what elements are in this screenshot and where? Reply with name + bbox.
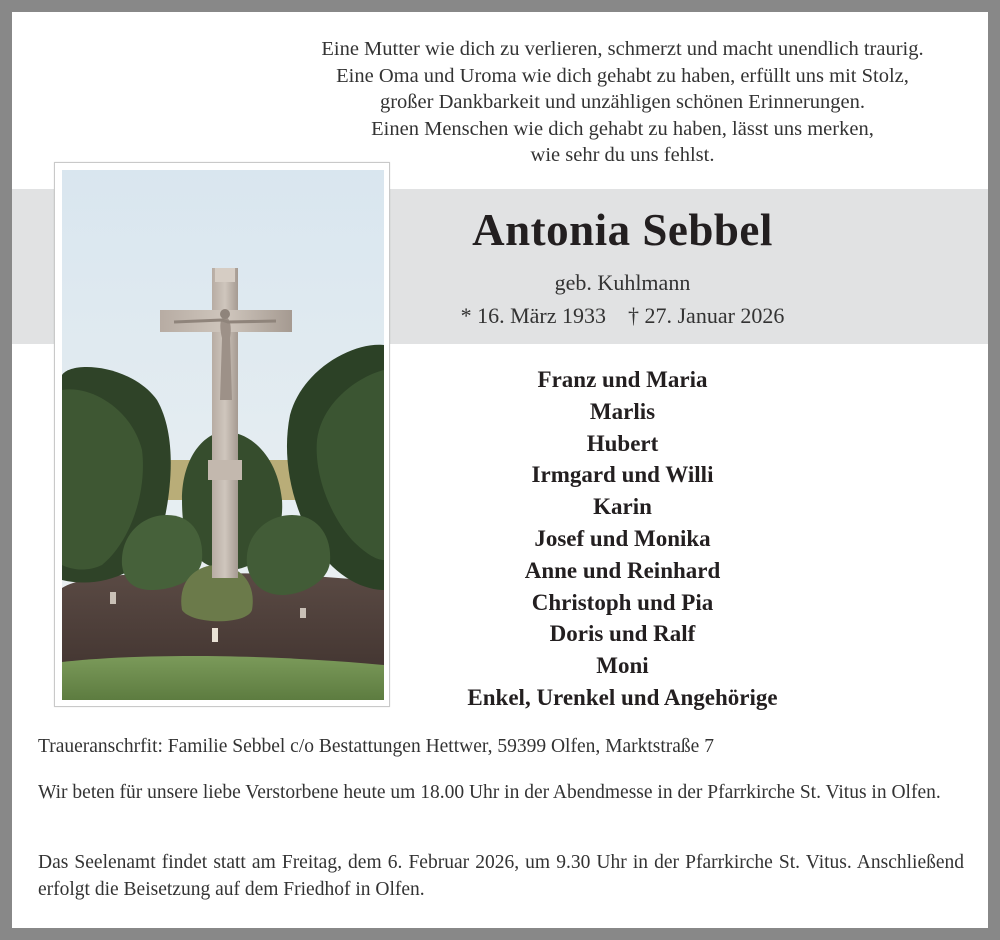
mourner-entry: Franz und Maria	[537, 367, 708, 392]
mourner-entry: Hubert	[586, 430, 659, 456]
mourner-entry: Doris und Ralf	[549, 621, 696, 647]
wayside-cross-photo	[62, 170, 384, 700]
mourner-entry: Josef und Monika	[534, 525, 711, 551]
mourner-entry: Irmgard und Willi	[531, 462, 714, 488]
maiden-name: geb. Kuhlmann	[554, 270, 691, 295]
mourner-entry: Enkel, Urenkel und Angehörige	[467, 684, 778, 710]
mourners-list	[390, 364, 855, 714]
mourner-entry: Karin	[593, 494, 652, 520]
requiem-notice: Das Seelenamt findet statt am Freitag, dem 6. Februar 2026, um 9.30 Uhr in der Pfarrkirche St. Vitus. Anschließend erfolgt die Beisetzung auf dem Friedhof in Olfen.	[38, 852, 964, 900]
quote-line: Eine Mutter wie dich zu verlieren, schmerzt und macht unendlich traurig.	[321, 38, 924, 60]
mourner-entry: Marlis	[589, 398, 656, 424]
quote-line: großer Dankbarkeit und unzähligen schönen Erinnerungen.	[379, 91, 865, 113]
quote-line: Eine Oma und Uroma wie dich gehabt zu haben, erfüllt uns mit Stolz,	[336, 64, 909, 87]
birth-date: * 16. März 1933	[460, 303, 606, 328]
quote-line: Einen Menschen wie dich gehabt zu haben, lässt uns merken,	[371, 117, 874, 140]
mourner-entry: Anne und Reinhard	[524, 557, 721, 583]
evening-mass-notice: Wir beten für unsere liebe Verstorbene heute um 18.00 Uhr in der Abendmesse in der Pfarrkirche St. Vitus in Olfen.	[38, 782, 941, 803]
quote-line: wie sehr du uns fehlst.	[530, 144, 715, 166]
mourning-address: Traueranschrfit: Familie Sebbel c/o Bestattungen Hettwer, 59399 Olfen, Marktstraße 7	[38, 736, 714, 757]
life-dates	[390, 303, 855, 329]
deceased-name: Antonia Sebbel	[472, 205, 773, 255]
mourner-entry: Moni	[596, 653, 649, 679]
memorial-photo	[54, 162, 390, 707]
memorial-quote	[250, 36, 995, 169]
death-date: † 27. Januar 2026	[628, 303, 785, 328]
mourner-entry: Christoph und Pia	[531, 589, 714, 615]
